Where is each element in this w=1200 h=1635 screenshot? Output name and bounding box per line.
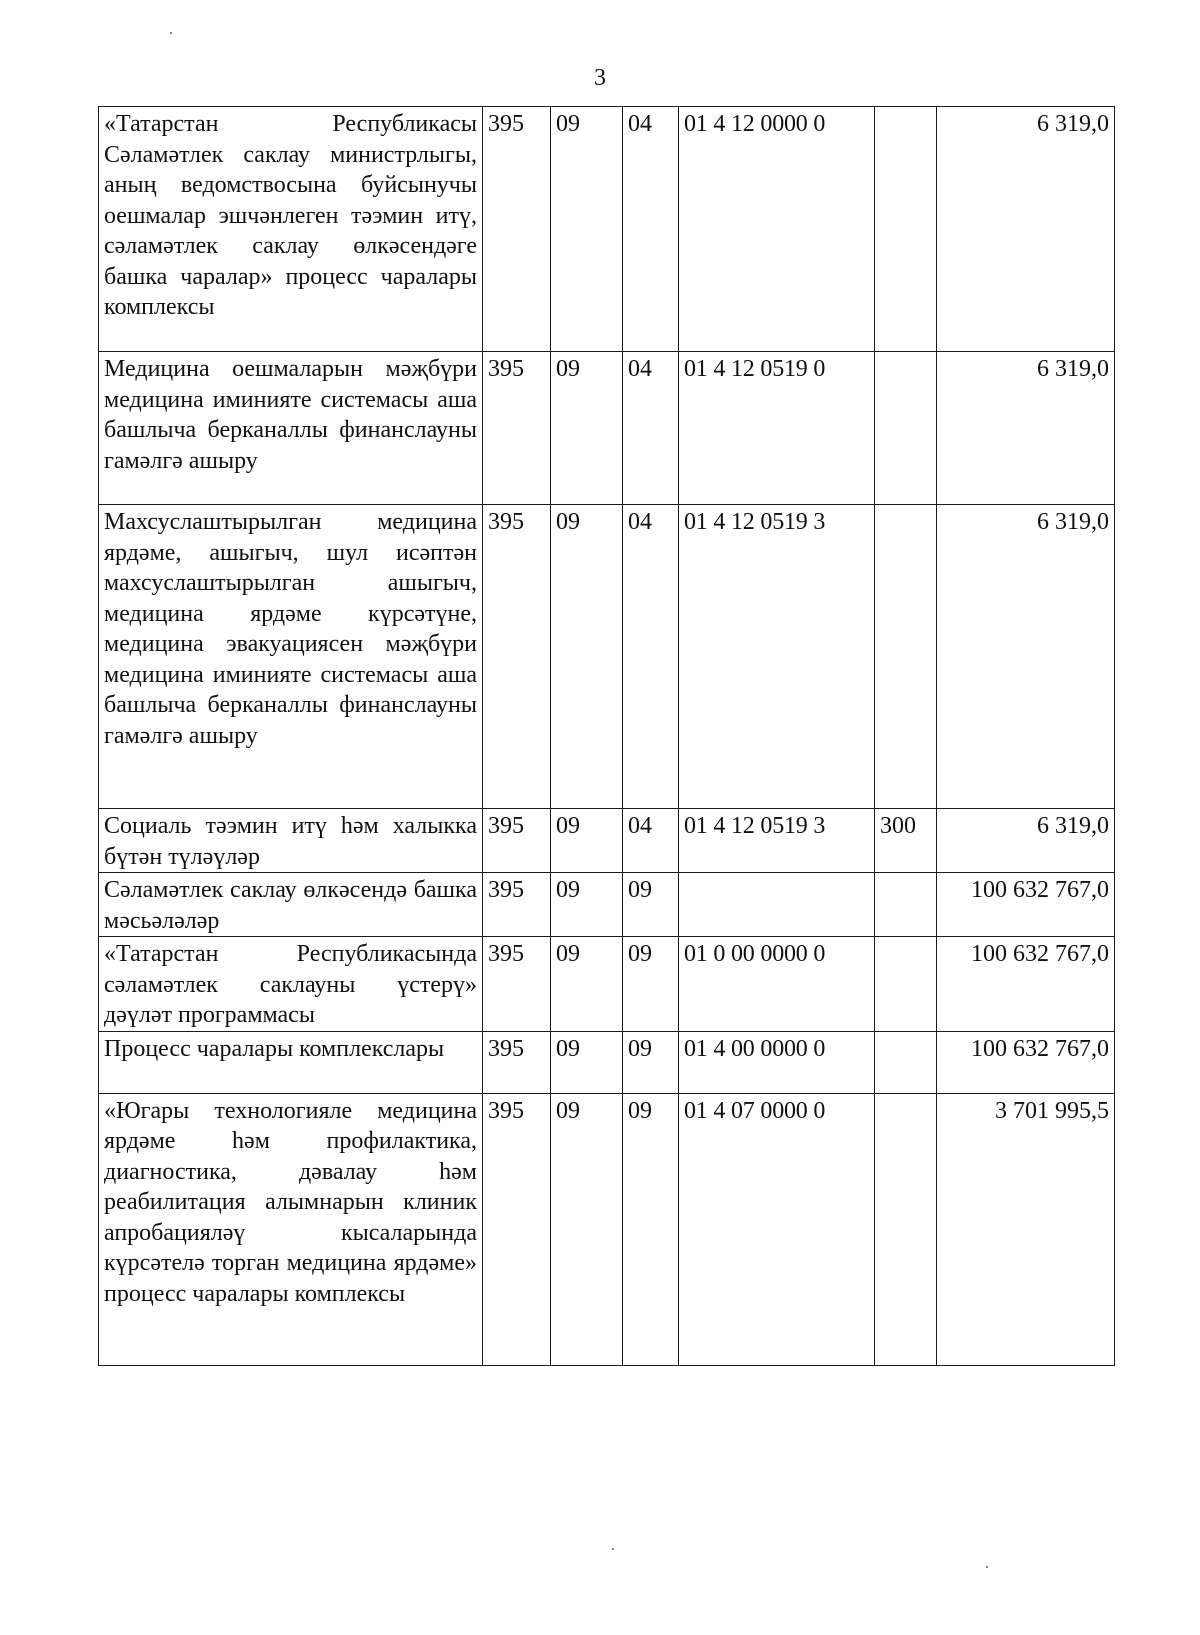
amount-cell: 100 632 767,0 xyxy=(937,937,1115,1032)
subsection-cell: 09 xyxy=(623,873,679,937)
ministry-code-cell: 395 xyxy=(483,1093,551,1365)
amount-cell: 6 319,0 xyxy=(937,352,1115,505)
table-row xyxy=(99,937,1115,1032)
section-cell: 09 xyxy=(551,809,623,873)
row-name-cell: Социаль тәэмин итү һәм халыкка бүтән түләүләр xyxy=(99,809,483,873)
row-name-cell: Махсуслаштырылган медицина ярдәме, ашыгыч, шул исәптән махсуслаштырылган ашыгыч, медицина ярдәме күрсәтүне, медицина эвакуациясен мәҗбүри медицина иминияте системасы аша башлыча берканаллы финанслауны гамәлгә ашыру xyxy=(99,505,483,809)
target-article-cell xyxy=(679,873,875,937)
page-number: 3 xyxy=(594,65,606,91)
table-row xyxy=(99,873,1115,937)
expense-type-cell xyxy=(875,873,937,937)
ministry-code-cell: 395 xyxy=(483,505,551,809)
ministry-code-cell: 395 xyxy=(483,1031,551,1093)
target-article-cell: 01 4 12 0519 3 xyxy=(679,505,875,809)
table-row xyxy=(99,352,1115,505)
section-cell: 09 xyxy=(551,937,623,1032)
amount-cell: 3 701 995,5 xyxy=(937,1093,1115,1365)
expense-type-cell xyxy=(875,937,937,1032)
section-cell: 09 xyxy=(551,352,623,505)
target-article-cell: 01 0 00 0000 0 xyxy=(679,937,875,1032)
section-cell: 09 xyxy=(551,107,623,352)
amount-cell: 6 319,0 xyxy=(937,505,1115,809)
target-article-cell: 01 4 12 0519 0 xyxy=(679,352,875,505)
budget-table xyxy=(98,106,1115,1366)
table-row xyxy=(99,1093,1115,1365)
subsection-cell: 04 xyxy=(623,107,679,352)
amount-cell: 100 632 767,0 xyxy=(937,873,1115,937)
target-article-cell: 01 4 00 0000 0 xyxy=(679,1031,875,1093)
scan-speck xyxy=(170,32,172,34)
subsection-cell: 09 xyxy=(623,937,679,1032)
target-article-cell: 01 4 07 0000 0 xyxy=(679,1093,875,1365)
table-row xyxy=(99,809,1115,873)
ministry-code-cell: 395 xyxy=(483,107,551,352)
expense-type-cell xyxy=(875,107,937,352)
row-name-cell: Медицина оешмаларын мәҗбүри медицина иминияте системасы аша башлыча берканаллы финанслауны гамәлгә ашыру xyxy=(99,352,483,505)
ministry-code-cell: 395 xyxy=(483,809,551,873)
scan-speck xyxy=(612,1548,614,1550)
ministry-code-cell: 395 xyxy=(483,352,551,505)
scan-speck xyxy=(986,1566,988,1568)
amount-cell: 6 319,0 xyxy=(937,809,1115,873)
amount-cell: 6 319,0 xyxy=(937,107,1115,352)
subsection-cell: 04 xyxy=(623,809,679,873)
row-name-cell: Сәламәтлек саклау өлкәсендә башка мәсьәләләр xyxy=(99,873,483,937)
ministry-code-cell: 395 xyxy=(483,937,551,1032)
section-cell: 09 xyxy=(551,1093,623,1365)
row-name-cell: «Югары технологияле медицина ярдәме һәм профилактика, диагностика, дәвалау һәм реабилитация алымнарын клиник апробацияләү кысаларында күрсәтелә торган медицина ярдәме» процесс чаралары комплексы xyxy=(99,1093,483,1365)
target-article-cell: 01 4 12 0519 3 xyxy=(679,809,875,873)
subsection-cell: 04 xyxy=(623,505,679,809)
subsection-cell: 09 xyxy=(623,1031,679,1093)
section-cell: 09 xyxy=(551,505,623,809)
row-name-cell: Процесс чаралары комплекслары xyxy=(99,1031,483,1093)
expense-type-cell xyxy=(875,1031,937,1093)
row-name-cell: «Татарстан Республикасы Сәламәтлек саклау министрлыгы, аның ведомствосына буйсынучы оешмалар эшчәнлеген тәэмин итү, сәламәтлек саклау өлкәсендәге башка чаралар» процесс чаралары комплексы xyxy=(99,107,483,352)
subsection-cell: 09 xyxy=(623,1093,679,1365)
section-cell: 09 xyxy=(551,873,623,937)
expense-type-cell xyxy=(875,352,937,505)
row-name-cell: «Татарстан Республикасында сәламәтлек саклауны үстерү» дәүләт программасы xyxy=(99,937,483,1032)
expense-type-cell: 300 xyxy=(875,809,937,873)
table-row xyxy=(99,107,1115,352)
table-row xyxy=(99,505,1115,809)
ministry-code-cell: 395 xyxy=(483,873,551,937)
subsection-cell: 04 xyxy=(623,352,679,505)
target-article-cell: 01 4 12 0000 0 xyxy=(679,107,875,352)
table-row xyxy=(99,1031,1115,1093)
amount-cell: 100 632 767,0 xyxy=(937,1031,1115,1093)
expense-type-cell xyxy=(875,1093,937,1365)
expense-type-cell xyxy=(875,505,937,809)
section-cell: 09 xyxy=(551,1031,623,1093)
